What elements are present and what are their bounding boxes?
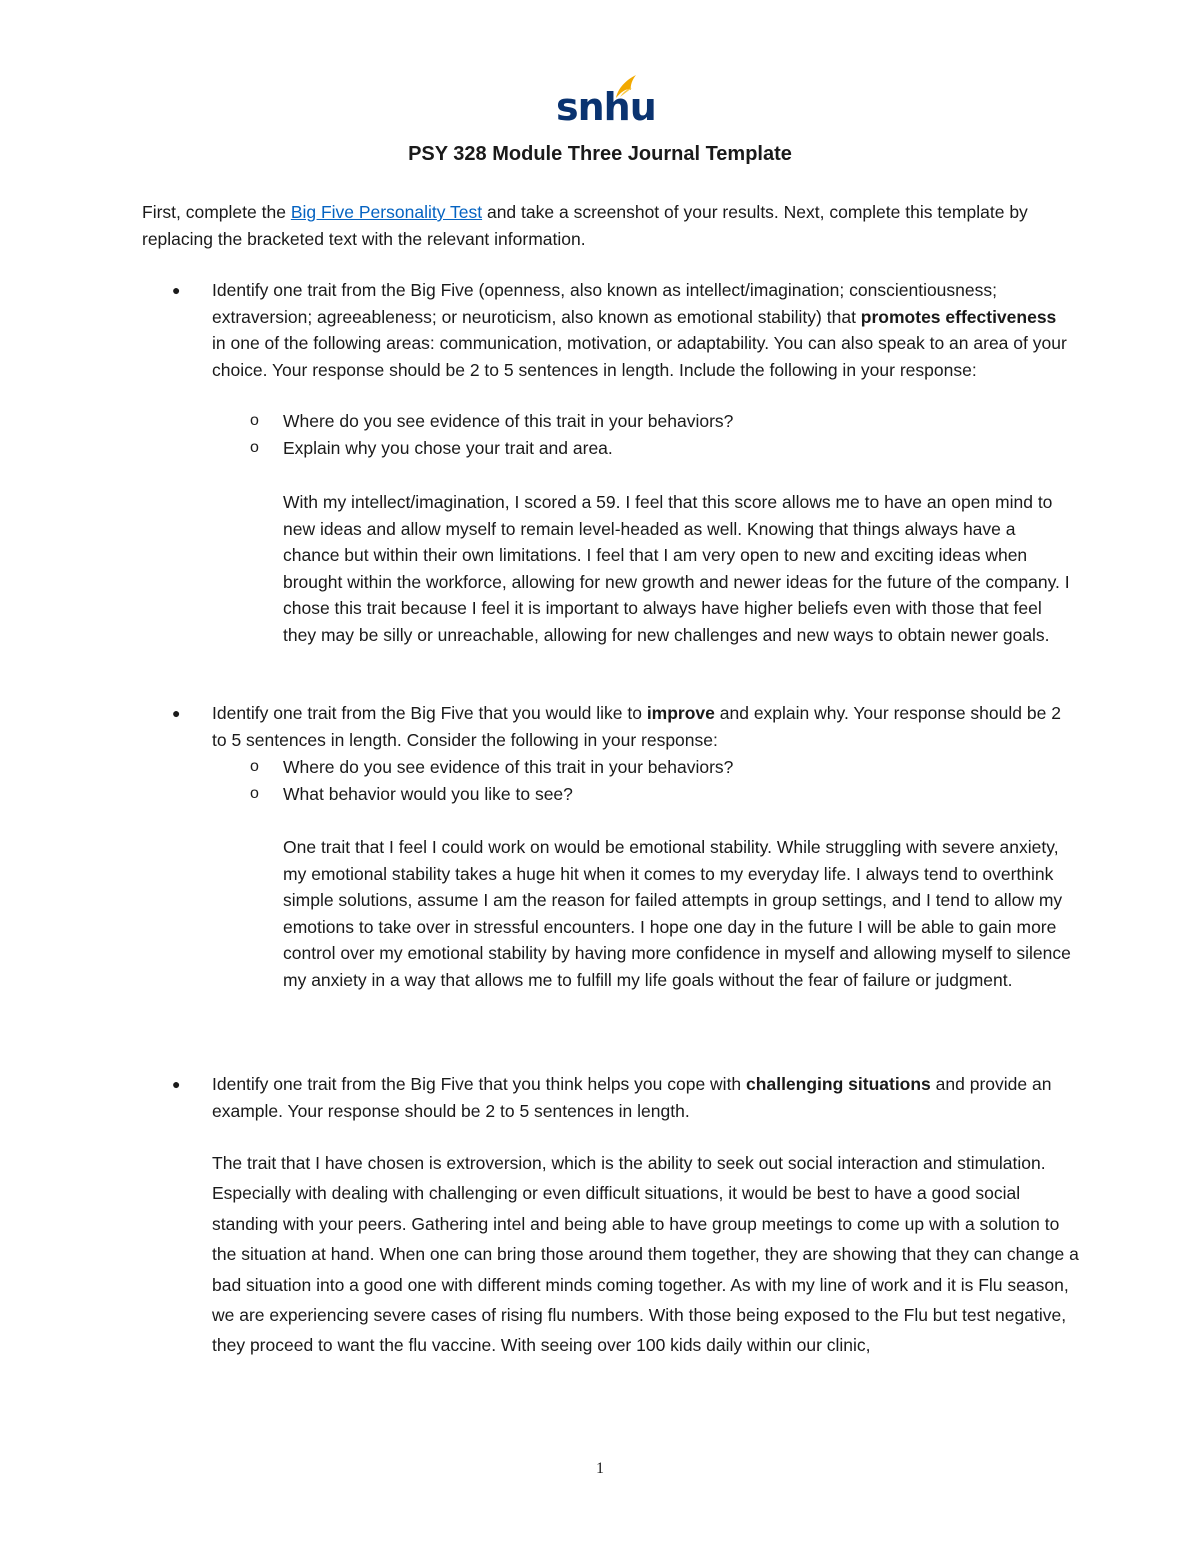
sub-bullet-marker: o <box>250 412 259 429</box>
section2-sub-item <box>283 781 1073 808</box>
sub-bullet-marker: o <box>250 785 259 802</box>
section3-prompt-end: and provide an example. Your response should be 2 to 5 sentences in length. <box>212 1074 1052 1121</box>
intro-paragraph <box>142 199 1072 252</box>
section3-response-text: The trait that I have chosen is extroversion, which is the ability to seek out social interaction and stimulation. Especially with dealing with challenging or even difficult situations, it would be best to have a good social standing with your peers. Gathering intel and being able to have group meetings to come up with a solution to the situation at hand. When one can bring those around them together, they are showing that they can change a bad situation into a good one with different minds coming together. As with my line of work and it is Flu season, we are experiencing severe cases of rising flu numbers. With those being exposed to the Flu but test negative, they proceed to want the flu vaccine. With seeing over 100 kids daily within our clinic, <box>212 1153 1079 1356</box>
bullet-icon: ● <box>172 1076 181 1092</box>
intro-text-start: First, complete the <box>142 202 291 222</box>
section1-sub2: Explain why you chose your trait and area. <box>283 438 613 458</box>
section2-response <box>283 834 1073 993</box>
section3-prompt-bold: challenging situations <box>746 1074 931 1094</box>
section1-sub-item <box>283 408 1073 435</box>
section3-prompt-start: Identify one trait from the Big Five that you think helps you cope with <box>212 1074 747 1094</box>
logo-wordmark: snhu <box>556 85 656 129</box>
section1-prompt <box>212 277 1072 383</box>
section2-prompt <box>212 700 1072 753</box>
page-number: 1 <box>596 1460 604 1477</box>
sub-bullet-marker: o <box>250 439 259 456</box>
section2-sub2: What behavior would you like to see? <box>283 784 573 804</box>
section1-sub1: Where do you see evidence of this trait in your behaviors? <box>283 411 734 431</box>
section2-sub1: Where do you see evidence of this trait in your behaviors? <box>283 757 734 777</box>
snhu-logo <box>552 74 656 134</box>
section1-prompt-start: Identify one trait from the Big Five (openness, also known as intellect/imagination; conscientiousness; extraversion; agreeableness; or neuroticism, also known as emotional stability) that <box>212 280 997 327</box>
section3-response <box>212 1148 1082 1361</box>
page-title: PSY 328 Module Three Journal Template <box>408 143 792 165</box>
section1-response <box>283 489 1073 648</box>
bullet-icon: ● <box>172 282 181 298</box>
bullet-icon: ● <box>172 705 181 721</box>
section1-prompt-end: in one of the following areas: communication, motivation, or adaptability. You can also speak to an area of your choice. Your response should be 2 to 5 sentences in length. Include the following in your response: <box>212 333 1067 380</box>
section1-prompt-bold: promotes effectiveness <box>860 306 1057 327</box>
intro-text-end: and take a screenshot of your results. Next, complete this template by replacing the bracketed text with the relevant information. <box>142 202 1028 249</box>
section2-response-text: One trait that I feel I could work on would be emotional stability. While struggling with severe anxiety, my emotional stability takes a huge hit when it comes to my everyday life. I always tend to overthink simple solutions, assume I am the reason for failed attempts in group settings, and I tend to allow my emotions to take over in stressful encounters. I hope one day in the future I will be able to gain more control over my emotional stability by having more confidence in myself and allowing myself to silence my anxiety in a way that allows me to fulfill my life goals without the fear of failure or judgment. <box>283 837 1071 990</box>
section2-prompt-end: and explain why. Your response should be 2 to 5 sentences in length. Consider the following in your response: <box>212 703 1061 750</box>
sub-bullet-marker: o <box>250 758 259 775</box>
big-five-test-link[interactable]: Big Five Personality Test <box>290 202 483 222</box>
section3-prompt <box>212 1071 1072 1124</box>
section2-sub-item <box>283 754 1073 781</box>
section1-sub-item <box>283 435 1073 462</box>
section1-response-text: With my intellect/imagination, I scored a 59. I feel that this score allows me to have an open mind to new ideas and allow myself to remain level-headed as well. Knowing that things always have a chance but within their own limitations. I feel that I am very open to new and exciting ideas when brought within the workforce, allowing for new growth and newer ideas for the future of the company. I chose this trait because I feel it is important to always have higher beliefs even with those that feel they may be silly or unreachable, allowing for new challenges and new ways to obtain newer goals. <box>283 492 1070 645</box>
section2-prompt-start: Identify one trait from the Big Five that you would like to <box>212 703 647 723</box>
section2-prompt-bold: improve <box>646 703 715 723</box>
